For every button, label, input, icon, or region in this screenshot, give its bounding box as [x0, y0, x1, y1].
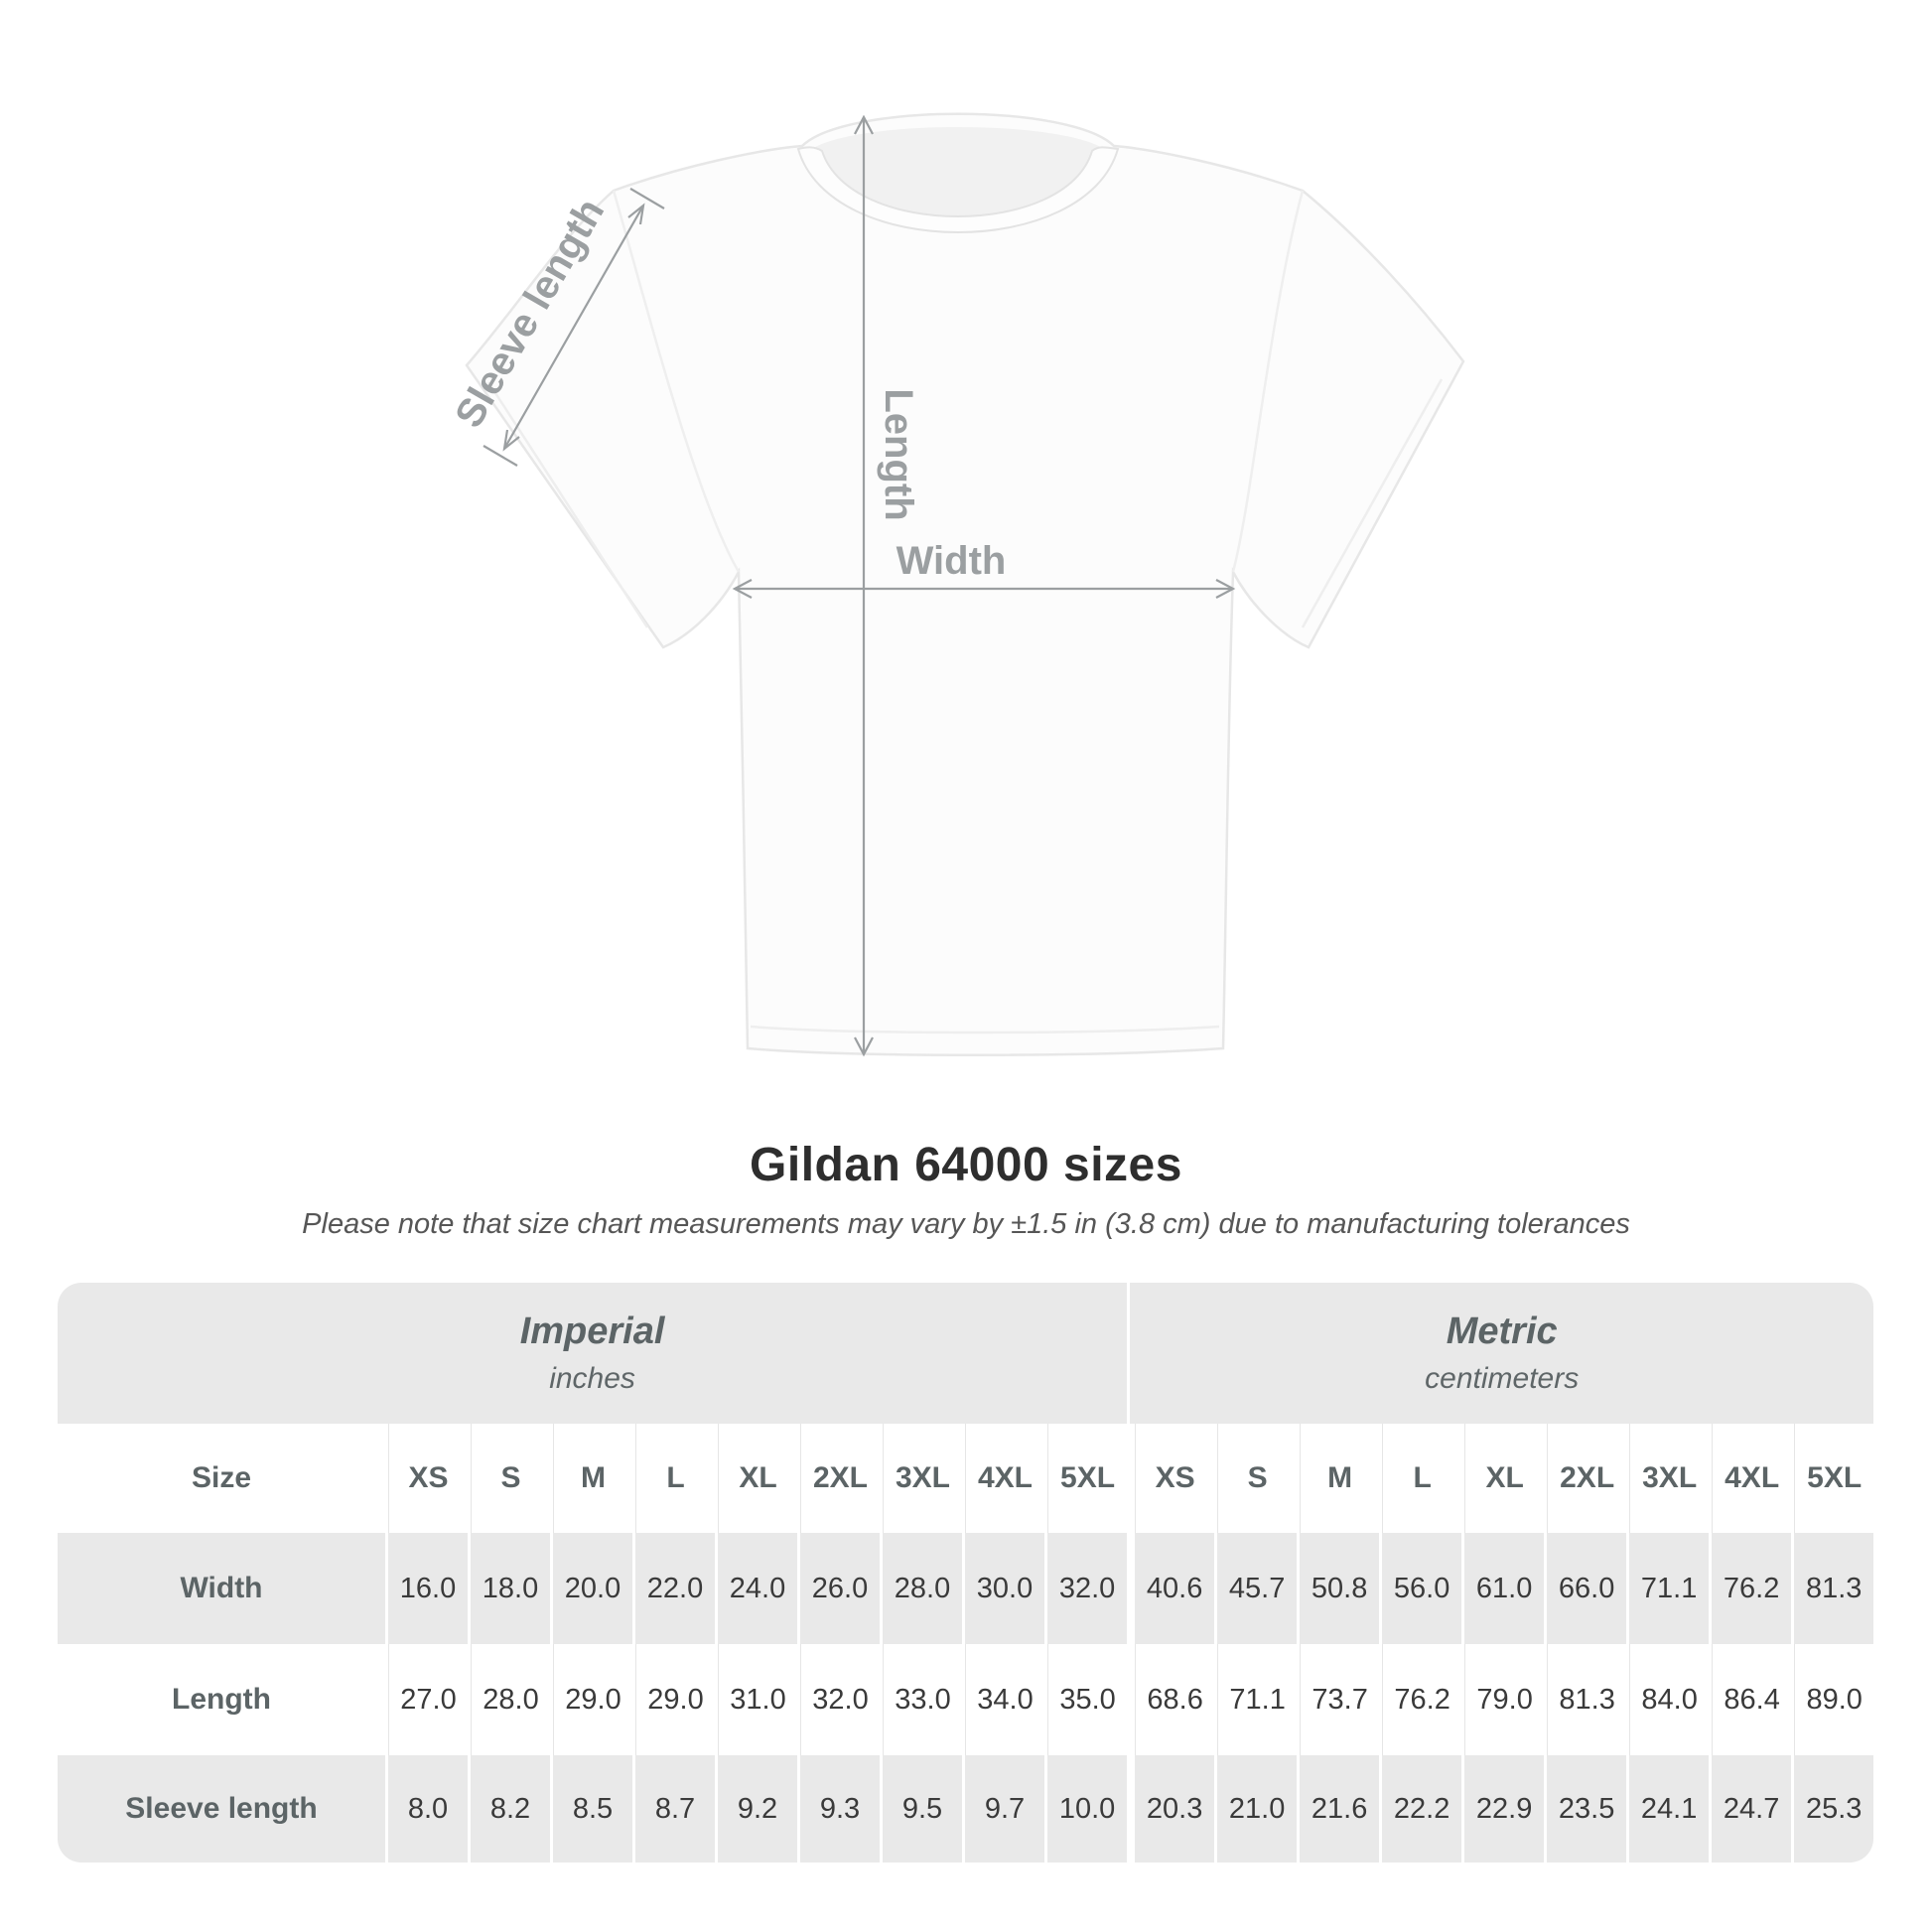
- table-cell: 24.1: [1629, 1755, 1709, 1863]
- size-header-label: Size: [58, 1424, 385, 1533]
- table-cell: 66.0: [1547, 1533, 1626, 1644]
- table-cell: 84.0: [1629, 1644, 1709, 1755]
- size-col-header: M: [1300, 1424, 1379, 1533]
- size-table-container: [55, 1283, 1877, 1863]
- table-cell: 9.3: [800, 1755, 880, 1863]
- table-cell: 56.0: [1382, 1533, 1461, 1644]
- table-cell: 24.7: [1712, 1755, 1791, 1863]
- table-cell: 22.2: [1382, 1755, 1461, 1863]
- size-col-header: XS: [1135, 1424, 1214, 1533]
- size-col-header: 5XL: [1794, 1424, 1873, 1533]
- table-cell: 20.3: [1135, 1755, 1214, 1863]
- metric-group-header: [1130, 1283, 1873, 1424]
- metric-label: Metric: [1446, 1311, 1558, 1353]
- table-cell: 30.0: [965, 1533, 1044, 1644]
- table-cell: 24.0: [718, 1533, 797, 1644]
- page-title: Gildan 64000 sizes: [750, 1139, 1182, 1191]
- table-cell: 20.0: [553, 1533, 632, 1644]
- table-cell: 28.0: [471, 1644, 550, 1755]
- table-cell: 71.1: [1217, 1644, 1297, 1755]
- table-cell: 86.4: [1712, 1644, 1791, 1755]
- width-label: Width: [896, 539, 1007, 583]
- table-cell: 68.6: [1135, 1644, 1214, 1755]
- table-cell: 29.0: [553, 1644, 632, 1755]
- size-col-header: M: [553, 1424, 632, 1533]
- table-cell: 71.1: [1629, 1533, 1709, 1644]
- row-label: Length: [58, 1644, 385, 1755]
- table-cell: 76.2: [1382, 1644, 1461, 1755]
- table-cell: 61.0: [1464, 1533, 1544, 1644]
- sleeve-length-label: Sleeve length: [447, 191, 614, 436]
- row-label: Width: [58, 1533, 385, 1644]
- table-cell: 32.0: [1047, 1533, 1127, 1644]
- table-cell: 9.5: [883, 1755, 962, 1863]
- table-cell: 26.0: [800, 1533, 880, 1644]
- unit-group-row: [58, 1283, 1873, 1424]
- row-label: Sleeve length: [58, 1755, 385, 1863]
- length-label: Length: [877, 388, 920, 521]
- table-cell: 29.0: [635, 1644, 715, 1755]
- size-col-header: 4XL: [1712, 1424, 1791, 1533]
- table-cell: 22.0: [635, 1533, 715, 1644]
- table-cell: 8.5: [553, 1755, 632, 1863]
- size-header-row: [58, 1424, 1873, 1533]
- size-col-header: S: [1217, 1424, 1297, 1533]
- table-cell: 32.0: [800, 1644, 880, 1755]
- size-col-header: XL: [718, 1424, 797, 1533]
- table-cell: 8.7: [635, 1755, 715, 1863]
- table-cell: 81.3: [1794, 1533, 1873, 1644]
- size-col-header: XL: [1464, 1424, 1544, 1533]
- size-col-header: 4XL: [965, 1424, 1044, 1533]
- size-col-header: 3XL: [1629, 1424, 1709, 1533]
- table-cell: 45.7: [1217, 1533, 1297, 1644]
- size-col-header: 5XL: [1047, 1424, 1127, 1533]
- table-cell: 9.2: [718, 1755, 797, 1863]
- imperial-group-header: [58, 1283, 1127, 1424]
- group-divider: [1130, 1533, 1132, 1644]
- table-cell: 76.2: [1712, 1533, 1791, 1644]
- table-cell: 8.2: [471, 1755, 550, 1863]
- table-cell: 79.0: [1464, 1644, 1544, 1755]
- table-cell: 50.8: [1300, 1533, 1379, 1644]
- size-table: [55, 1283, 1876, 1863]
- table-row-sleeve-length: [58, 1755, 1873, 1863]
- tolerance-note: Please note that size chart measurements may vary by ±1.5 in (3.8 cm) due to manufacturing tolerances: [302, 1208, 1630, 1240]
- table-cell: 10.0: [1047, 1755, 1127, 1863]
- imperial-label: Imperial: [519, 1311, 665, 1353]
- table-cell: 18.0: [471, 1533, 550, 1644]
- table-cell: 81.3: [1547, 1644, 1626, 1755]
- table-cell: 89.0: [1794, 1644, 1873, 1755]
- table-cell: 8.0: [388, 1755, 468, 1863]
- imperial-unit: inches: [549, 1361, 635, 1395]
- group-divider: [1130, 1424, 1132, 1533]
- table-cell: 25.3: [1794, 1755, 1873, 1863]
- table-cell: 21.6: [1300, 1755, 1379, 1863]
- size-col-header: L: [635, 1424, 715, 1533]
- table-cell: 35.0: [1047, 1644, 1127, 1755]
- group-divider: [1130, 1755, 1132, 1863]
- table-cell: 40.6: [1135, 1533, 1214, 1644]
- table-cell: 34.0: [965, 1644, 1044, 1755]
- size-col-header: S: [471, 1424, 550, 1533]
- table-cell: 33.0: [883, 1644, 962, 1755]
- table-cell: 22.9: [1464, 1755, 1544, 1863]
- table-cell: 21.0: [1217, 1755, 1297, 1863]
- table-row-width: [58, 1533, 1873, 1644]
- table-cell: 28.0: [883, 1533, 962, 1644]
- table-cell: 23.5: [1547, 1755, 1626, 1863]
- table-row-length: [58, 1644, 1873, 1755]
- size-col-header: 2XL: [1547, 1424, 1626, 1533]
- size-col-header: 2XL: [800, 1424, 880, 1533]
- size-col-header: L: [1382, 1424, 1461, 1533]
- table-cell: 31.0: [718, 1644, 797, 1755]
- table-cell: 16.0: [388, 1533, 468, 1644]
- table-cell: 73.7: [1300, 1644, 1379, 1755]
- size-col-header: XS: [388, 1424, 468, 1533]
- table-cell: 27.0: [388, 1644, 468, 1755]
- group-divider: [1130, 1644, 1132, 1755]
- size-col-header: 3XL: [883, 1424, 962, 1533]
- table-cell: 9.7: [965, 1755, 1044, 1863]
- metric-unit: centimeters: [1425, 1361, 1580, 1395]
